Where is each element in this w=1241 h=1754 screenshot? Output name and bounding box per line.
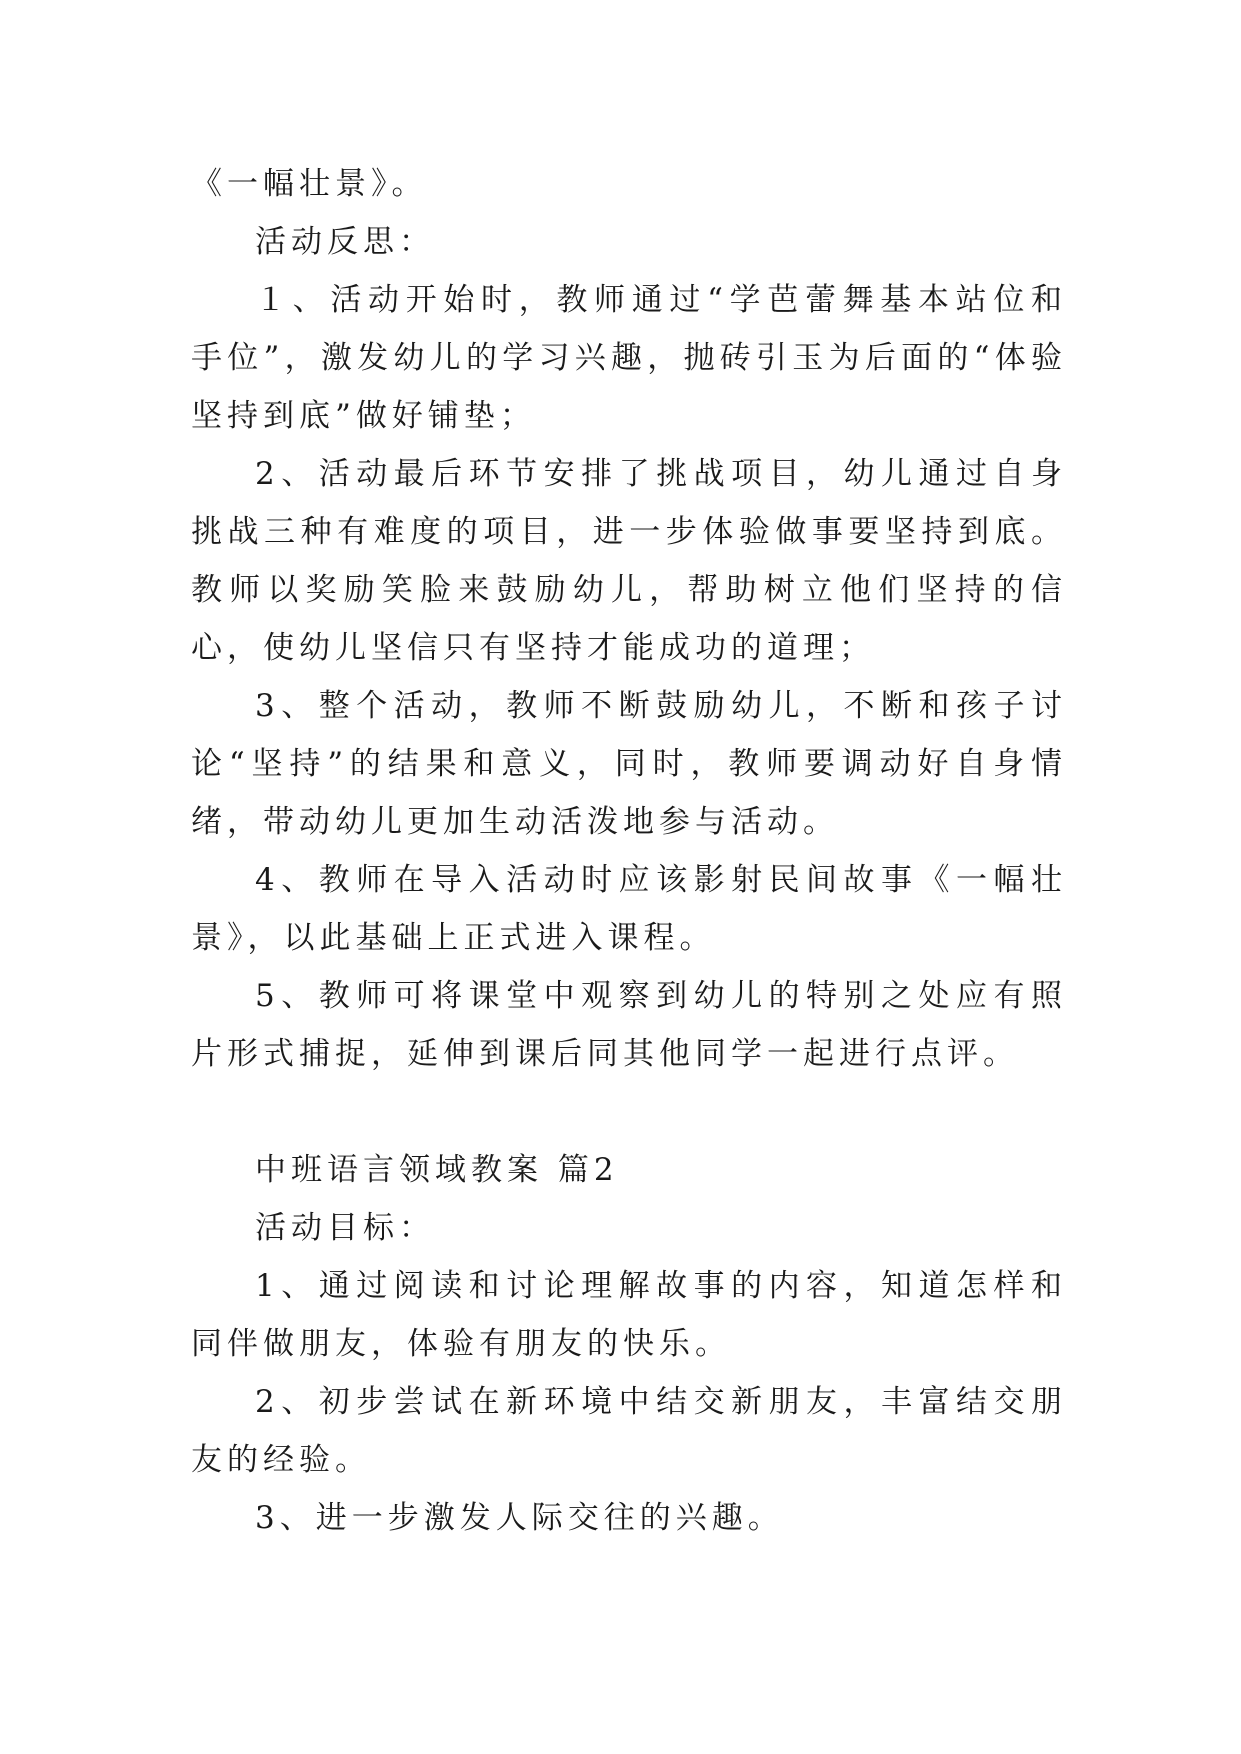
paragraph-reflection-5: 5、教师可将课堂中观察到幼儿的特别之处应有照片形式捕捉，延伸到课后同其他同学一起进行点评。 <box>191 978 1067 1072</box>
paragraph-reflection-1: １、活动开始时，教师通过“学芭蕾舞基本站位和手位”，激发幼儿的学习兴趣，抛砖引玉为后面的“体验坚持到底”做好铺垫； <box>191 282 1067 434</box>
paragraph-story-title: 《一幅壮景》。 <box>191 166 428 202</box>
paragraph-objective-1: 1、通过阅读和讨论理解故事的内容，知道怎样和同伴做朋友，体验有朋友的快乐。 <box>191 1268 1067 1362</box>
paragraph-objective-3: 3、进一步激发人际交往的兴趣。 <box>255 1500 784 1536</box>
heading-objectives: 活动目标： <box>255 1210 435 1246</box>
paragraph-reflection-3: 3、整个活动，教师不断鼓励幼儿，不断和孩子讨论“坚持”的结果和意义，同时，教师要调动好自身情绪，带动幼儿更加生动活泼地参与活动。 <box>191 688 1067 840</box>
heading-reflection: 活动反思： <box>255 224 435 260</box>
section-title: 中班语言领域教案 篇2 <box>255 1152 619 1188</box>
paragraph-reflection-2: 2、活动最后环节安排了挑战项目，幼儿通过自身挑战三种有难度的项目，进一步体验做事要坚持到底。教师以奖励笑脸来鼓励幼儿，帮助树立他们坚持的信心，使幼儿坚信只有坚持才能成功的道理； <box>191 456 1067 666</box>
paragraph-reflection-4: 4、教师在导入活动时应该影射民间故事《一幅壮景》，以此基础上正式进入课程。 <box>191 862 1067 956</box>
document-body <box>191 155 1067 1547</box>
paragraph-objective-2: 2、初步尝试在新环境中结交新朋友，丰富结交朋友的经验。 <box>191 1384 1067 1478</box>
section-spacer <box>191 1083 1067 1141</box>
